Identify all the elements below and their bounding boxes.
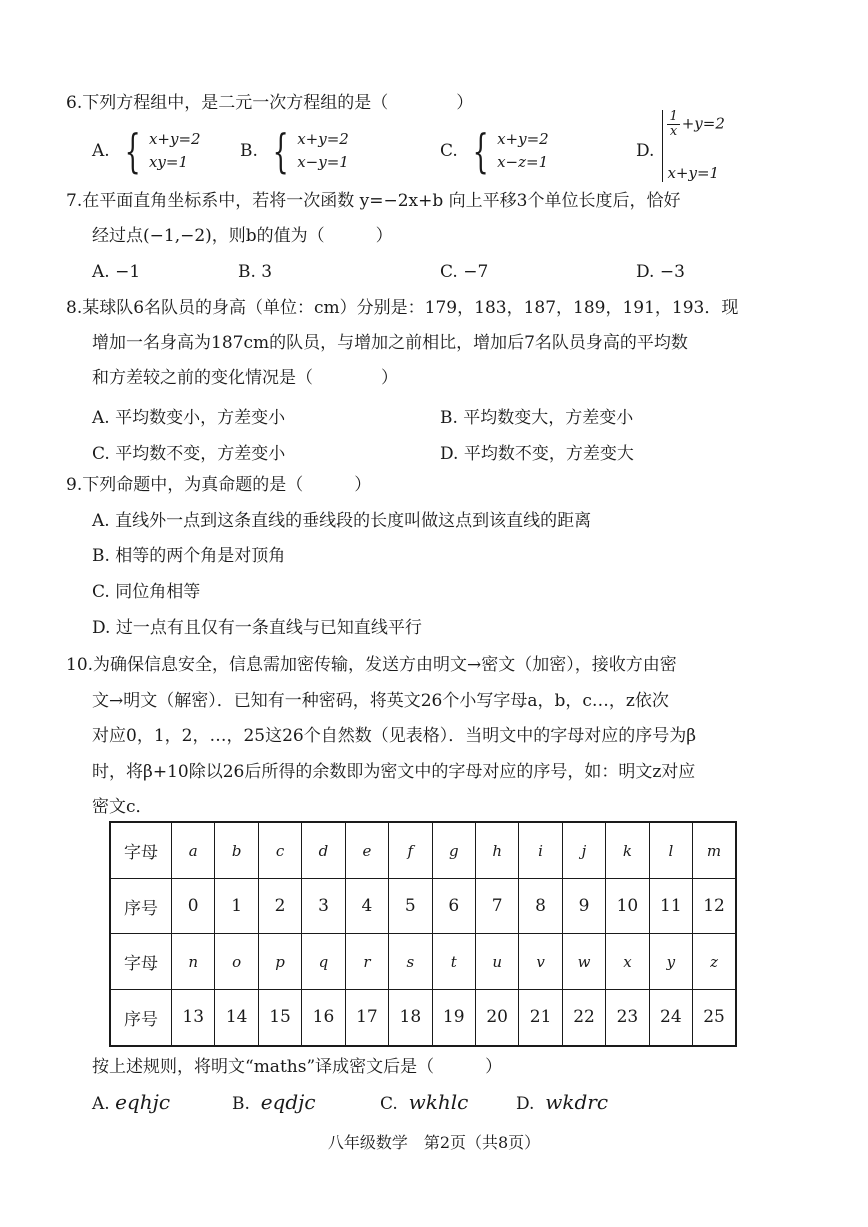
letter-cell: p — [258, 934, 301, 989]
q8-option-d: D. 平均数不变，方差变大 — [440, 444, 634, 464]
letter-cell: v — [519, 934, 562, 989]
brace-symbol: { — [124, 124, 141, 178]
q7-line1: 7.在平面直角坐标系中，若将一次函数 y=−2x+b 向上平移3个单位长度后，恰好 — [66, 191, 681, 211]
q7-option-a: A. −1 — [92, 262, 141, 282]
index-cell: 3 — [302, 879, 345, 934]
letter-cell: w — [562, 934, 605, 989]
table-row — [110, 934, 736, 989]
letter-header-cell: 字母 — [110, 822, 172, 879]
q9-option-d: D. 过一点有且仅有一条直线与已知直线平行 — [92, 618, 422, 638]
q10-d-answer: wkdrc — [545, 1090, 609, 1114]
index-cell: 9 — [562, 879, 605, 934]
letter-cell: e — [345, 822, 388, 879]
index-cell: 23 — [606, 989, 649, 1046]
letter-cell: q — [302, 934, 345, 989]
letter-cell: g — [432, 822, 475, 879]
q8-option-c: C. 平均数不变，方差变小 — [92, 444, 286, 464]
index-cell: 6 — [432, 879, 475, 934]
letter-cell: i — [519, 822, 562, 879]
letter-cell: k — [606, 822, 649, 879]
q6-stem: 6.下列方程组中，是二元一次方程组的是（ ） — [66, 93, 474, 113]
q6-option-d — [636, 110, 725, 182]
q9-stem: 9.下列命题中，为真命题的是（ ） — [66, 475, 372, 495]
q10-line5: 密文c． — [92, 797, 153, 817]
index-cell: 7 — [475, 879, 518, 934]
q9-option-b: B. 相等的两个角是对顶角 — [92, 546, 286, 566]
q10-b-label: B. — [232, 1094, 250, 1114]
q10-line2: 文→明文（解密）．已知有一种密码，将英文26个小写字母a，b，c…，z依次 — [92, 691, 669, 711]
index-cell: 16 — [302, 989, 345, 1046]
q8-option-a: A. 平均数变小，方差变小 — [92, 408, 286, 428]
index-cell: 8 — [519, 879, 562, 934]
q6-b-eq2: x−y=1 — [297, 153, 349, 171]
q10-c-answer: wkhlc — [408, 1090, 469, 1114]
q6-c-eq1: x+y=2 — [497, 130, 549, 148]
letter-cell: a — [172, 822, 215, 879]
q10-line1: 10.为确保信息安全，信息需加密传输，发送方由明文→密文（加密），接收方由密 — [66, 655, 677, 675]
index-cell: 22 — [562, 989, 605, 1046]
q7-option-b: B. 3 — [238, 262, 273, 282]
q10-b-answer: eqdjc — [260, 1090, 316, 1114]
table-row — [110, 989, 736, 1046]
letter-cell: d — [302, 822, 345, 879]
index-cell: 25 — [693, 989, 736, 1046]
letter-cell: n — [172, 934, 215, 989]
letter-cell: u — [475, 934, 518, 989]
q7-option-d: D. −3 — [636, 262, 685, 282]
letter-header-cell: 字母 — [110, 934, 172, 989]
table-row — [110, 879, 736, 934]
index-cell: 11 — [649, 879, 692, 934]
letter-cell: t — [432, 934, 475, 989]
index-cell: 17 — [345, 989, 388, 1046]
q10-option-c — [380, 1090, 468, 1114]
q7-line2: 经过点(−1,−2)，则b的值为（ ） — [92, 226, 393, 246]
letter-cell: h — [475, 822, 518, 879]
index-cell: 13 — [172, 989, 215, 1046]
index-cell: 5 — [389, 879, 432, 934]
index-header-cell: 序号 — [110, 989, 172, 1046]
q7-option-c: C. −7 — [440, 262, 489, 282]
brace-symbol: { — [472, 124, 489, 178]
index-cell: 1 — [215, 879, 258, 934]
index-cell: 21 — [519, 989, 562, 1046]
q6-option-b — [240, 124, 349, 178]
letter-cell: f — [389, 822, 432, 879]
letter-cell: l — [649, 822, 692, 879]
q6-a-eq2: xy=1 — [148, 153, 189, 171]
index-cell: 14 — [215, 989, 258, 1046]
q6-c-eq2: x−z=1 — [497, 153, 549, 171]
index-header-cell: 序号 — [110, 879, 172, 934]
letter-cell: m — [693, 822, 736, 879]
q8-line2: 增加一名身高为187cm的队员，与增加之前相比，增加后7名队员身高的平均数 — [92, 333, 688, 353]
brace-symbol: { — [272, 124, 289, 178]
q9-option-a: A. 直线外一点到这条直线的垂线段的长度叫做这点到该直线的距离 — [92, 511, 592, 531]
letter-cell: b — [215, 822, 258, 879]
index-cell: 24 — [649, 989, 692, 1046]
index-cell: 10 — [606, 879, 649, 934]
fraction-numerator: 1 — [669, 109, 678, 124]
letter-cell: z — [693, 934, 736, 989]
q10-line3: 对应0，1，2，…，25这26个自然数（见表格）．当明文中的字母对应的序号为β — [92, 726, 697, 746]
table-row — [110, 822, 736, 879]
letter-cell: o — [215, 934, 258, 989]
cipher-table — [109, 821, 737, 1047]
q10-option-d — [516, 1090, 608, 1114]
q6-option-c — [440, 124, 549, 178]
index-cell: 2 — [258, 879, 301, 934]
q9-option-c: C. 同位角相等 — [92, 582, 201, 602]
fraction — [667, 110, 679, 139]
index-cell: 15 — [258, 989, 301, 1046]
q8-line3: 和方差较之前的变化情况是（ ） — [92, 368, 398, 388]
letter-cell: s — [389, 934, 432, 989]
q10-c-label: C. — [380, 1094, 398, 1114]
q10-option-a — [92, 1090, 170, 1114]
letter-cell: r — [345, 934, 388, 989]
q6-option-a — [92, 124, 201, 178]
index-cell: 0 — [172, 879, 215, 934]
letter-cell: y — [649, 934, 692, 989]
q10-line4: 时，将β+10除以26后所得的余数即为密文中的字母对应的序号，如：明文z对应 — [92, 762, 696, 782]
q8-line1: 8.某球队6名队员的身高（单位：cm）分别是：179，183，187，189，191，193．现 — [66, 298, 739, 318]
q10-a-label: A. — [92, 1094, 110, 1114]
index-cell: 19 — [432, 989, 475, 1046]
q10-d-label: D. — [516, 1094, 535, 1114]
q6-b-eq1: x+y=2 — [297, 130, 349, 148]
q6-a-label: A. — [92, 141, 110, 161]
fraction-denominator: x — [669, 124, 678, 139]
q6-d-eq1-rest: +y=2 — [681, 114, 725, 133]
q10-a-answer: eqhjc — [115, 1090, 171, 1114]
q8-option-b: B. 平均数变大，方差变小 — [440, 408, 634, 428]
index-cell: 18 — [389, 989, 432, 1046]
q6-a-eq1: x+y=2 — [148, 130, 201, 148]
q6-d-eq2: x+y=1 — [667, 164, 720, 182]
q10-after: 按上述规则，将明文“maths”译成密文后是（ ） — [92, 1057, 503, 1077]
index-cell: 12 — [693, 879, 736, 934]
letter-cell: c — [258, 822, 301, 879]
letter-cell: j — [562, 822, 605, 879]
letter-cell: x — [606, 934, 649, 989]
index-cell: 4 — [345, 879, 388, 934]
page-footer: 八年级数学 第2页（共8页） — [327, 1133, 541, 1152]
index-cell: 20 — [475, 989, 518, 1046]
q6-b-label: B. — [240, 141, 258, 161]
q6-d-label: D. — [636, 141, 655, 161]
q10-option-b — [232, 1090, 316, 1114]
q6-c-label: C. — [440, 141, 458, 161]
